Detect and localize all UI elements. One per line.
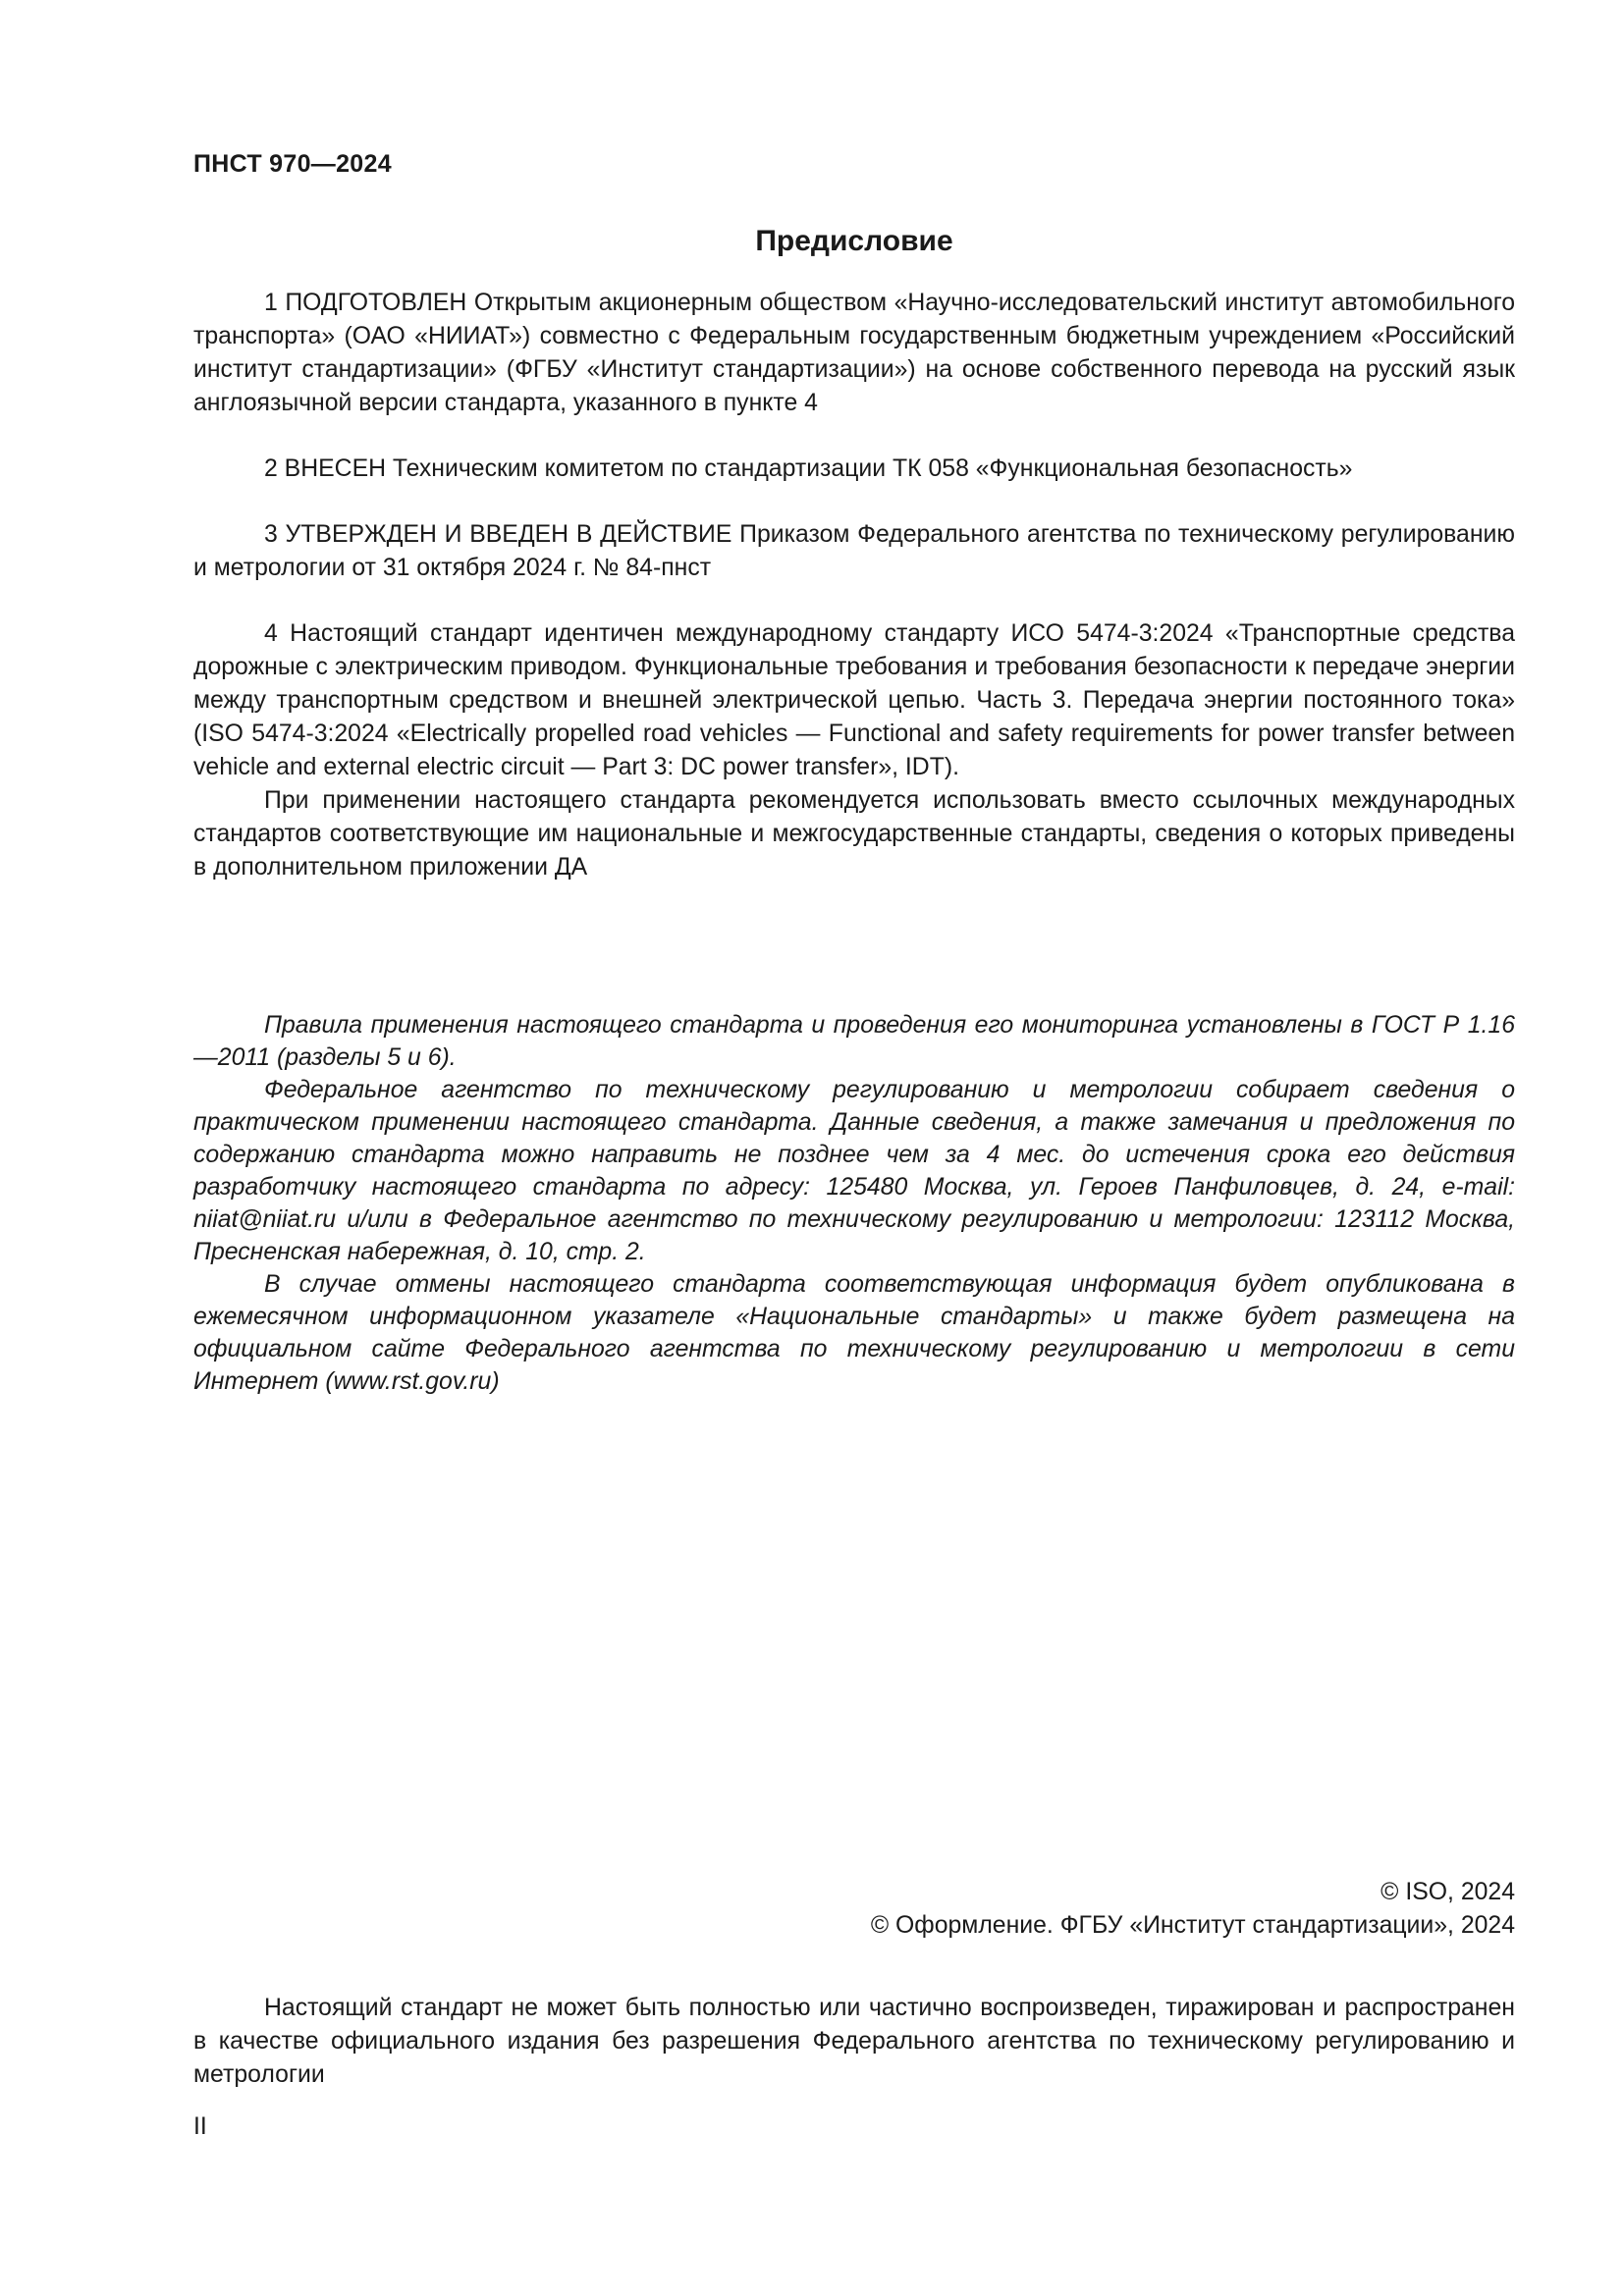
note-feedback: Федеральное агентство по техническому регулированию и метрологии собирает сведения о практическом применении настоящего стандарта. Данные сведения, а также замечания и предложения по содержанию стандарта можно направить не позднее чем за 4 мес. до истечения срока его действия разработчику настоящего стандарта по адресу: 125480 Москва, ул. Героев Панфиловцев, д. 24, e-mail: niiat@niiat.ru и/или в Федеральное агентство по техническому регулированию и метрологии: 123112 Москва, Пресненская набережная, д. 10, стр. 2. xyxy=(193,1077,1515,1265)
paragraph-approved: 3 УТВЕРЖДЕН И ВВЕДЕН В ДЕЙСТВИЕ Приказом Федерального агентства по техническому регулированию и метрологии от 31 октября 2024 г. № 84-пнст xyxy=(193,521,1515,581)
notes-block xyxy=(193,1009,1515,1398)
copyright-iso: © ISO, 2024 xyxy=(1380,1879,1515,1905)
foreword-body xyxy=(193,287,1515,884)
paragraph-application: При применении настоящего стандарта рекомендуется использовать вместо ссылочных международных стандартов соответствующие им национальные и межгосударственные стандарты, сведения о которых приведены в дополнительном приложении ДА xyxy=(193,787,1515,881)
reproduction-notice xyxy=(193,1992,1515,2092)
note-rules: Правила применения настоящего стандарта и проведения его мониторинга установлены в ГОСТ Р 1.16—2011 (разделы 5 и 6). xyxy=(193,1012,1515,1071)
notice-text: Настоящий стандарт не может быть полностью или частично воспроизведен, тиражирован и распространен в качестве официального издания без разрешения Федерального агентства по техническому регулированию и метрологии xyxy=(193,1995,1515,2088)
paragraph-introduced: 2 ВНЕСЕН Техническим комитетом по стандартизации ТК 058 «Функциональная безопасность» xyxy=(264,455,1353,482)
document-code: ПНСТ 970—2024 xyxy=(193,150,392,178)
page-number: II xyxy=(193,2113,207,2140)
note-cancellation: В случае отмены настоящего стандарта соответствующая информация будет опубликована в ежемесячном информационном указателе «Национальные стандарты» и также будет размещена на официальном сайте Федерального агентства по техническому регулированию и метрологии в сети Интернет (www.rst.gov.ru) xyxy=(193,1271,1515,1395)
page-title: Предисловие xyxy=(755,225,953,257)
paragraph-identical: 4 Настоящий стандарт идентичен международному стандарту ИСО 5474-3:2024 «Транспортные средства дорожные с электрическим приводом. Функциональные требования и требования безопасности к передаче энергии между транспортным средством и внешней электрической цепью. Часть 3. Передача энергии постоянного тока» (ISO 5474-3:2024 «Electrically propelled road vehicles — Functional and safety requirements for power transfer between vehicle and external electric circuit — Part 3: DC power transfer», IDT). xyxy=(193,620,1515,780)
copyright-design: © Оформление. ФГБУ «Институт стандартизации», 2024 xyxy=(870,1912,1515,1939)
copyright-block xyxy=(871,1876,1515,1943)
paragraph-prepared: 1 ПОДГОТОВЛЕН Открытым акционерным обществом «Научно-исследовательский институт автомобильного транспорта» (ОАО «НИИАТ») совместно с Федеральным государственным бюджетным учреждением «Российский институт стандартизации» (ФГБУ «Институт стандартизации») на основе собственного перевода на русский язык англоязычной версии стандарта, указанного в пункте 4 xyxy=(193,290,1515,416)
